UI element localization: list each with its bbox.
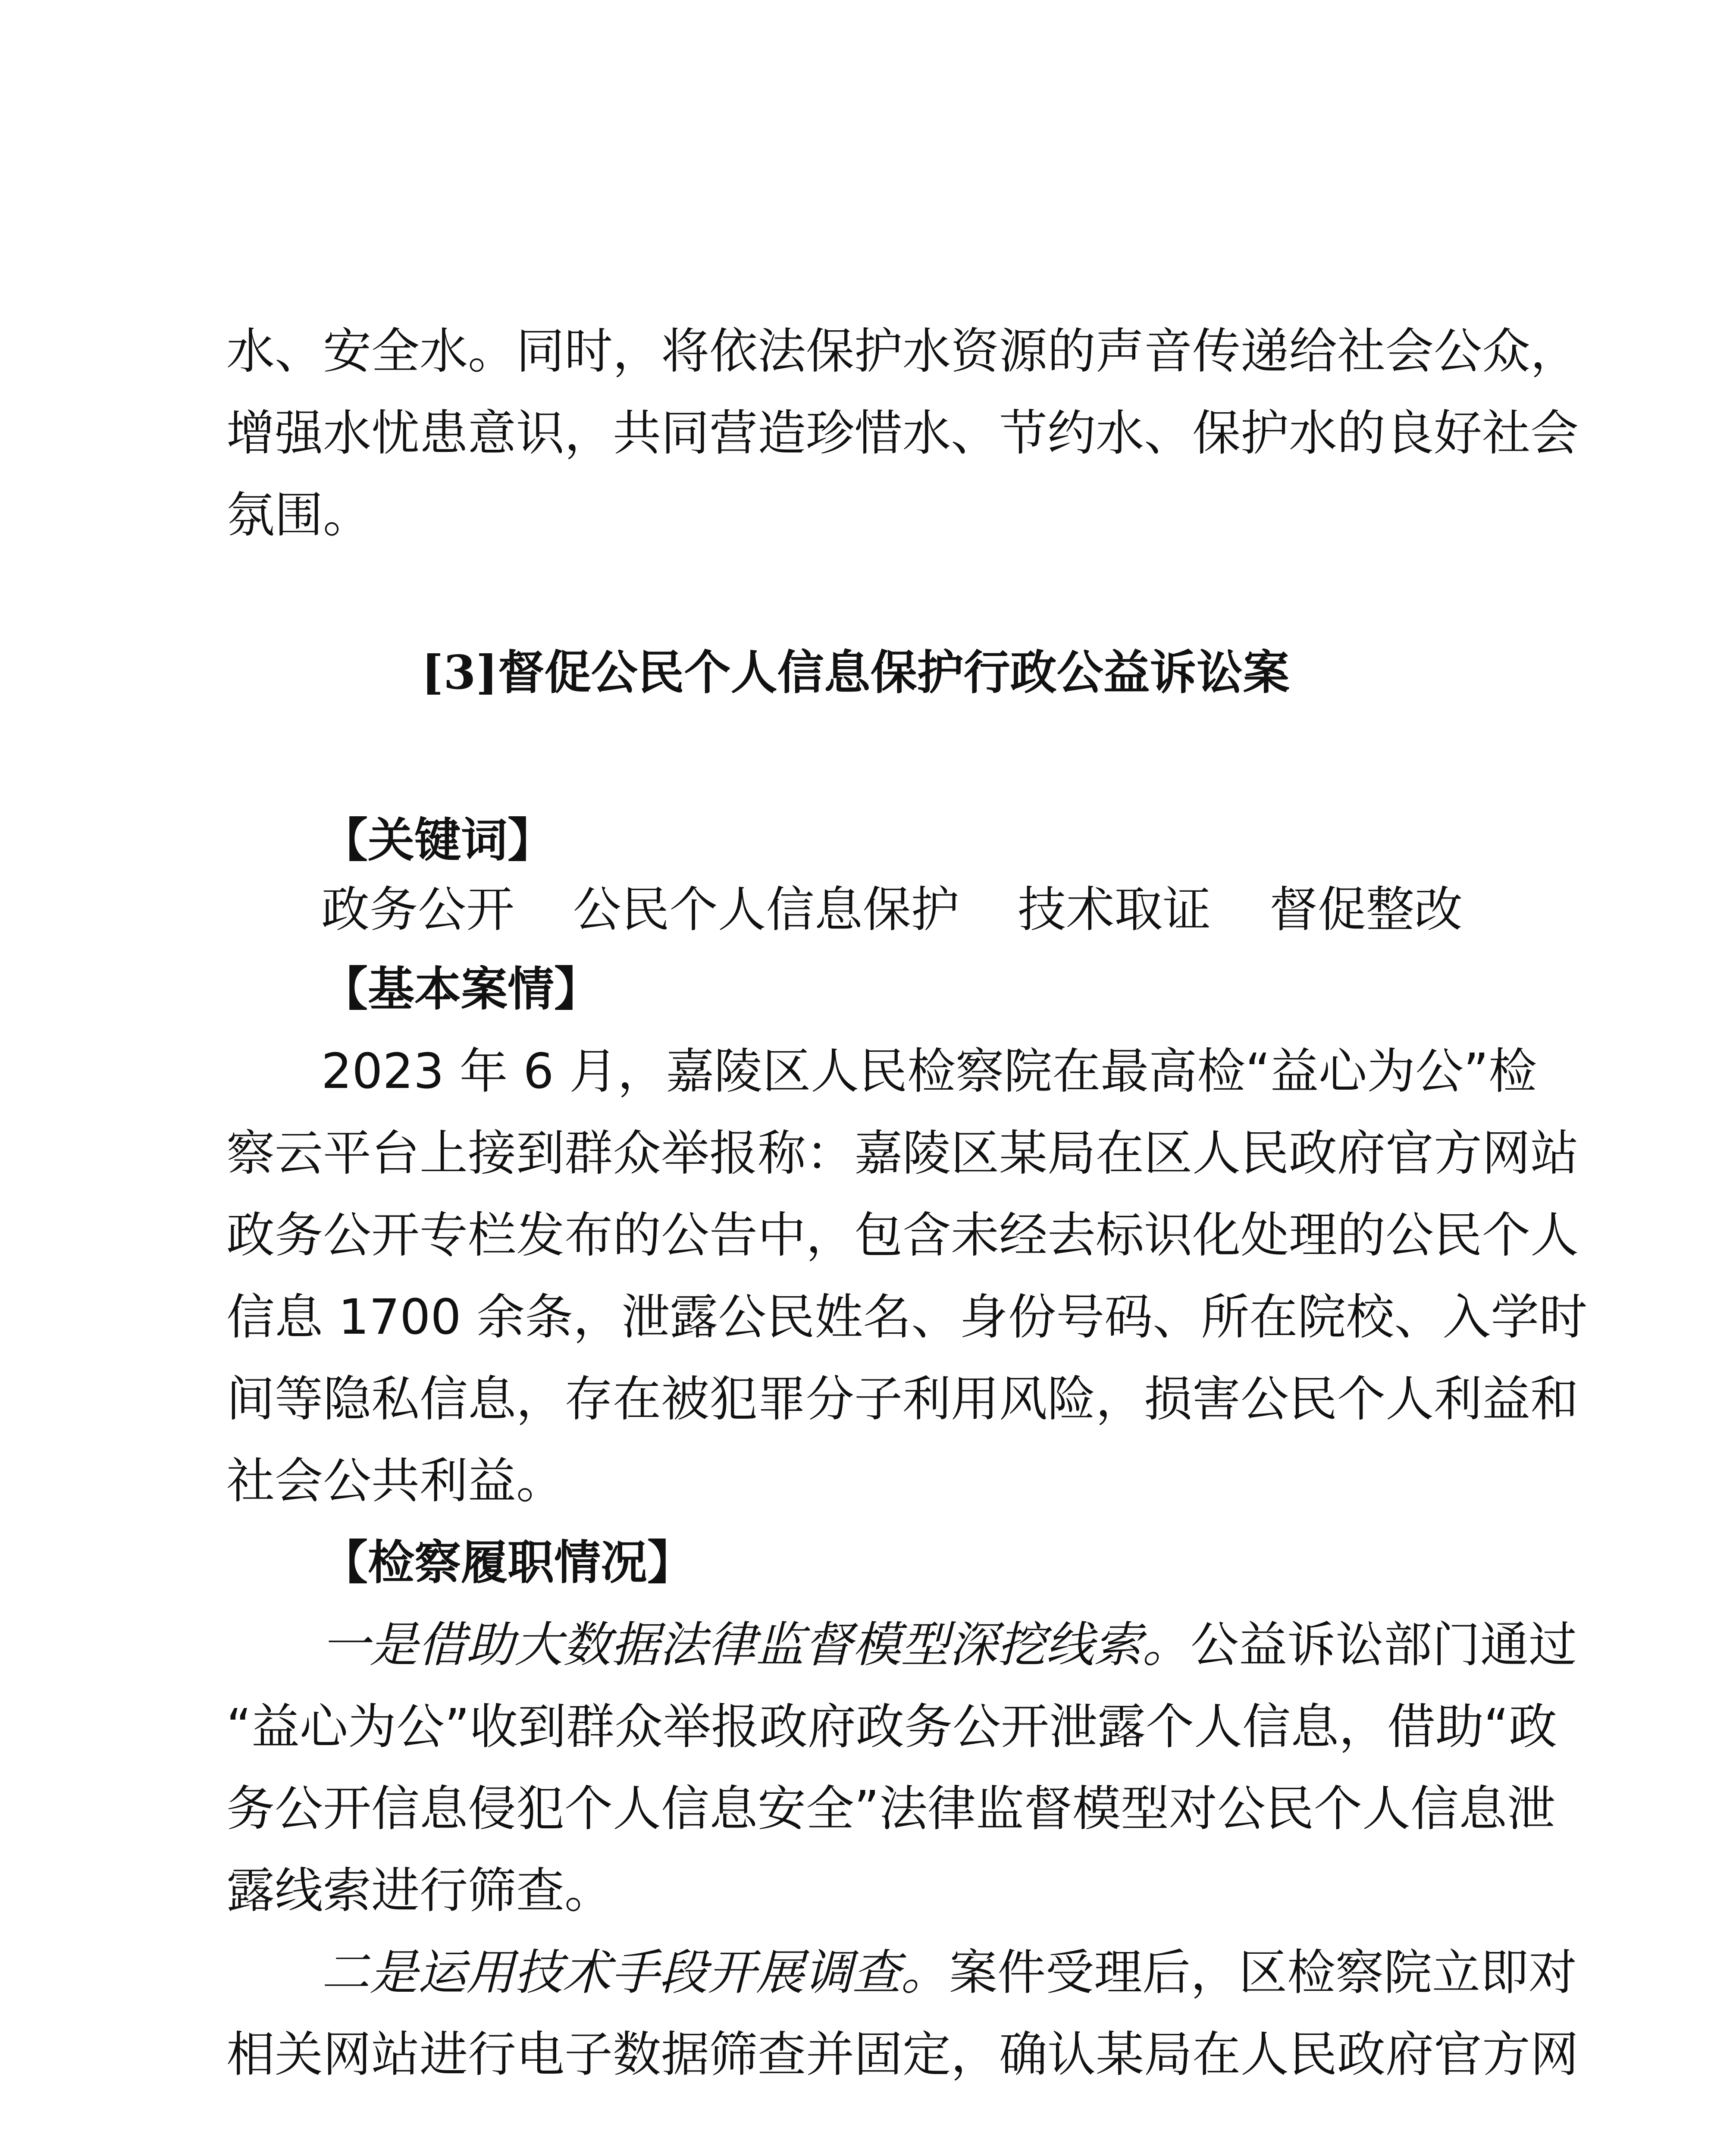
basic-line-3: 政务公开专栏发布的公告中，包含未经去标识化处理的公民个人 <box>226 1207 1579 1263</box>
basic-line-1: 2023 年 6 月，嘉陵区人民检察院在最高检“益心为公”检 <box>321 1044 1537 1100</box>
basic-line-5: 间等隐私信息，存在被犯罪分子利用风险，损害公民个人利益和 <box>226 1371 1579 1427</box>
case-title: [3]督促公民个人信息保护行政公益诉讼案 <box>421 646 1290 700</box>
duty-p2-line-2: 相关网站进行电子数据筛查并固定，确认某局在人民政府官方网 <box>226 2027 1579 2083</box>
duty-p1-text-1: 公益诉讼部门通过 <box>1191 1617 1577 1673</box>
keyword-2: 公民个人信息保护 <box>573 882 959 938</box>
keywords-list <box>321 880 1506 940</box>
duty-p2-text-1: 案件受理后，区检察院立即对 <box>949 1945 1577 2001</box>
basic-heading: 【基本案情】 <box>321 962 601 1016</box>
keyword-3: 技术取证 <box>1018 882 1211 938</box>
basic-line-4: 信息 1700 余条，泄露公民姓名、身份号码、所在院校、入学时 <box>226 1289 1588 1345</box>
keyword-1: 政务公开 <box>321 882 514 938</box>
basic-line-6: 社会公共利益。 <box>226 1453 564 1509</box>
basic-line-2: 察云平台上接到群众举报称：嘉陵区某局在区人民政府官方网站 <box>226 1125 1579 1181</box>
duty-p1-lead: 一是借助大数据法律监督模型深挖线索。 <box>321 1617 1191 1673</box>
duty-p2-line-1 <box>321 1943 1577 2003</box>
keywords-heading: 【关键词】 <box>321 814 555 868</box>
intro-line-2: 增强水忧患意识，共同营造珍惜水、节约水、保护水的良好社会 <box>226 405 1579 461</box>
keyword-4: 督促整改 <box>1269 882 1463 938</box>
duty-p1-line-3: 务公开信息侵犯个人信息安全”法律监督模型对公民个人信息泄 <box>226 1781 1556 1837</box>
intro-line-1: 水、安全水。同时，将依法保护水资源的声音传递给社会公众， <box>226 323 1579 379</box>
duty-p2-lead: 二是运用技术手段开展调查。 <box>321 1945 949 2001</box>
duty-heading: 【检察履职情况】 <box>321 1536 694 1590</box>
intro-line-3: 氛围。 <box>226 487 371 543</box>
duty-p1-line-1 <box>321 1615 1577 1675</box>
duty-p1-line-4: 露线索进行筛查。 <box>226 1863 613 1919</box>
duty-p1-line-2: “益心为公”收到群众举报政府政务公开泄露个人信息，借助“政 <box>226 1699 1557 1755</box>
